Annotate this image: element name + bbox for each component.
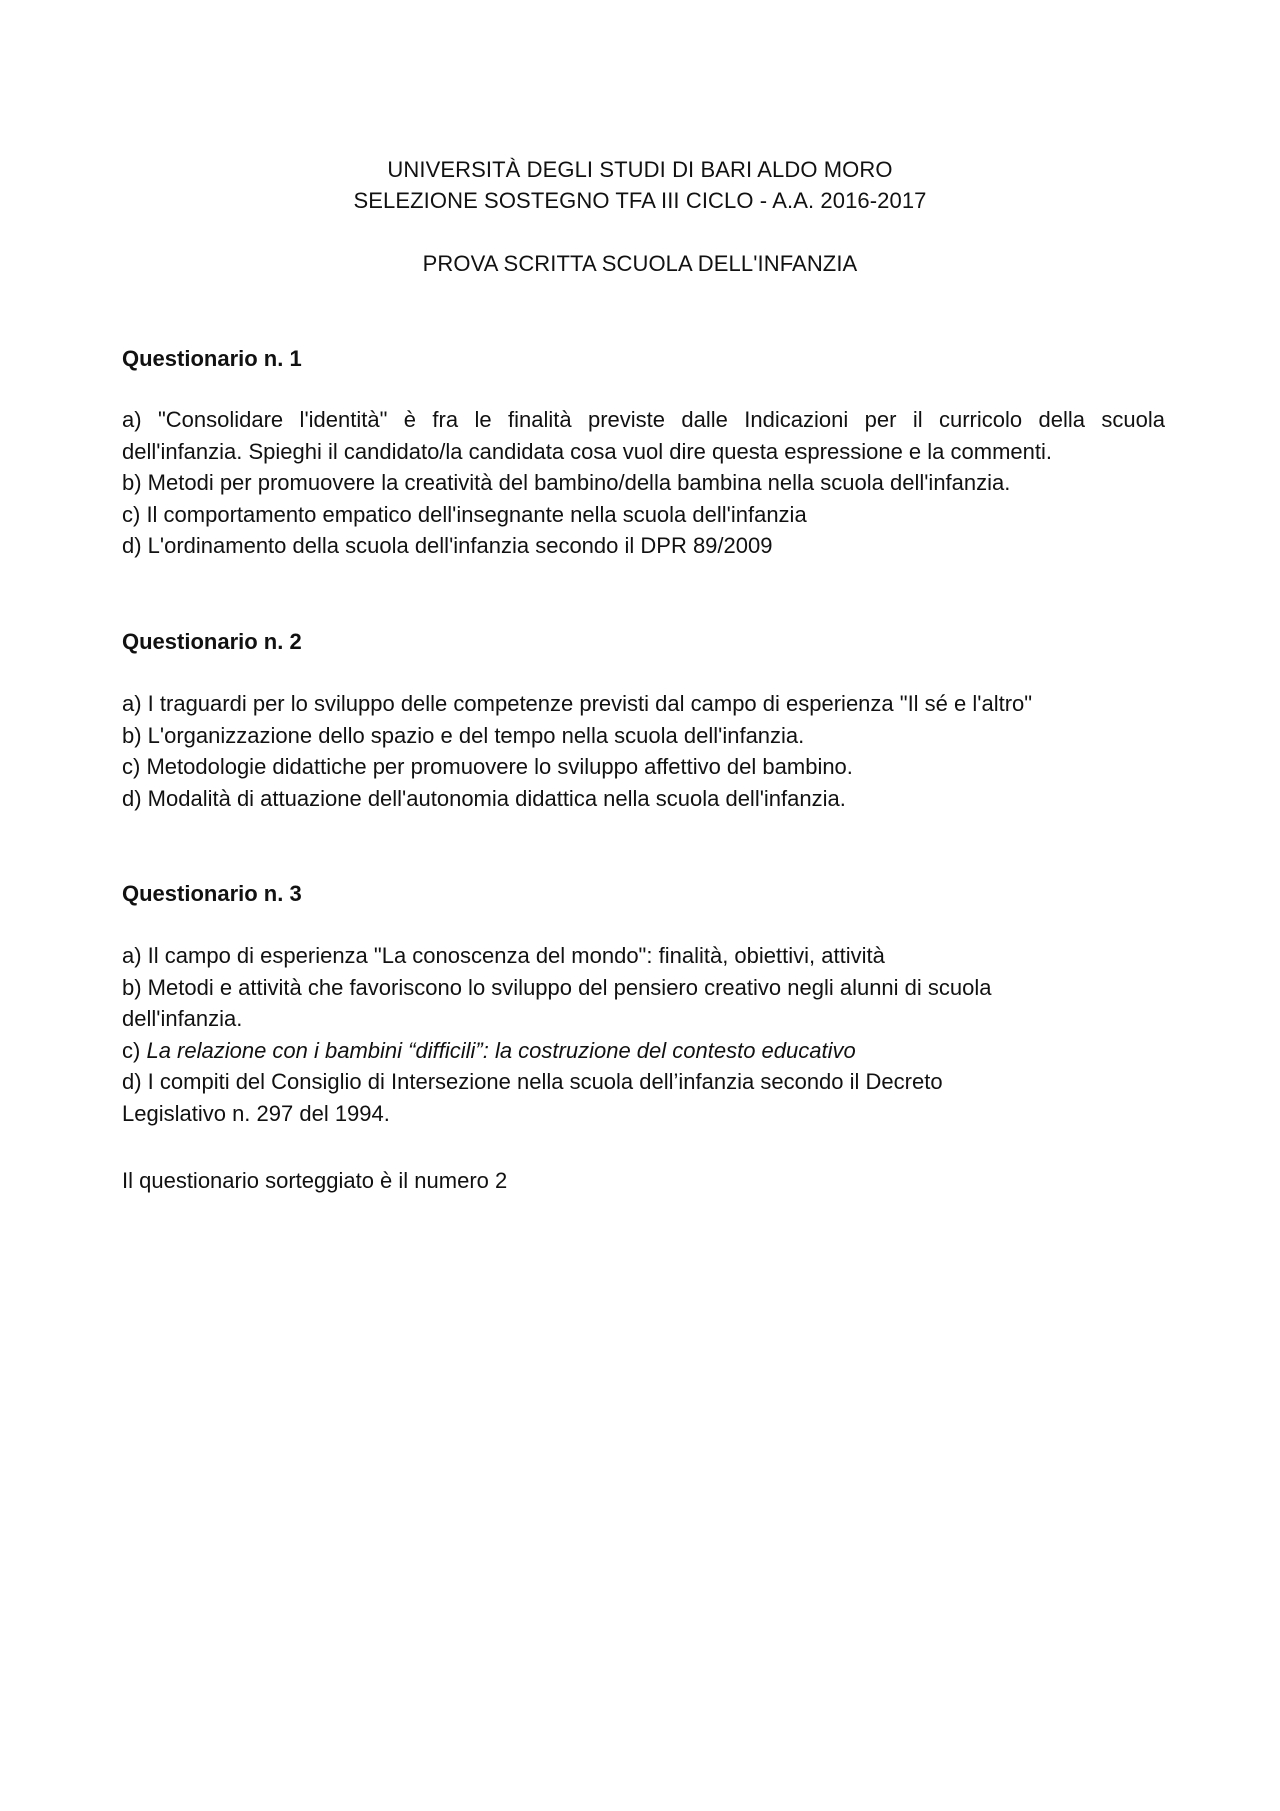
drawn-questionnaire-note	[122, 1165, 1165, 1197]
questionnaire-2-items	[122, 688, 1165, 814]
q2-item-c: c) Metodologie didattiche per promuovere lo sviluppo affettivo del bambino.	[122, 754, 853, 779]
q3-item-d-line2: Legislativo n. 297 del 1994.	[122, 1100, 390, 1126]
q1-item-b: b) Metodi per promuovere la creatività del bambino/della bambina nella scuola dell'infanzia.	[122, 470, 1011, 495]
document-header	[0, 154, 1280, 216]
q3-item-a: a) Il campo di esperienza "La conoscenza del mondo": finalità, obiettivi, attività	[122, 943, 885, 968]
selection-title: SELEZIONE SOSTEGNO TFA III CICLO - A.A. 2016-2017	[353, 188, 927, 213]
q1-item-a-line2: dell'infanzia. Spieghi il candidato/la candidata cosa vuol dire questa espressione e la commenti.	[122, 438, 1052, 464]
q3-item-c-italic: La relazione con i bambini “difficili”: la costruzione del contesto educativo	[146, 1037, 856, 1063]
questionnaire-1-items	[122, 404, 1165, 562]
q1-item-d: d) L'ordinamento della scuola dell'infanzia secondo il DPR 89/2009	[122, 533, 773, 558]
q1-item-c: c) Il comportamento empatico dell'insegnante nella scuola dell'infanzia	[122, 501, 807, 527]
drawn-questionnaire-text: Il questionario sorteggiato è il numero 2	[122, 1168, 508, 1193]
q2-item-b: b) L'organizzazione dello spazio e del tempo nella scuola dell'infanzia.	[122, 722, 805, 748]
questionnaire-3-items	[122, 940, 1165, 1129]
q3-item-c	[122, 1035, 1165, 1067]
q3-item-d-line1: d) I compiti del Consiglio di Intersezione nella scuola dell’infanzia secondo il Decreto	[122, 1069, 943, 1094]
questionnaire-3-title: Questionario n. 3	[122, 881, 302, 906]
q1-item-a-line1: a) "Consolidare l'identità" è fra le finalità previste dalle Indicazioni per il curricolo della scuola	[122, 407, 1165, 432]
q3-item-b-line1: b) Metodi e attività che favoriscono lo sviluppo del pensiero creativo negli alunni di scuola	[122, 974, 992, 1000]
q2-item-a: a) I traguardi per lo sviluppo delle competenze previsti dal campo di esperienza "Il sé e l'altro"	[122, 691, 1033, 716]
q3-item-b-line2: dell'infanzia.	[122, 1006, 243, 1031]
q2-item-d: d) Modalità di attuazione dell'autonomia didattica nella scuola dell'infanzia.	[122, 785, 846, 811]
questionnaire-1-title: Questionario n. 1	[122, 346, 302, 371]
university-name: UNIVERSITÀ DEGLI STUDI DI BARI ALDO MORO	[387, 157, 893, 182]
q3-item-c-prefix: c)	[122, 1037, 147, 1063]
exam-title	[0, 248, 1280, 279]
questionnaire-2-title: Questionario n. 2	[122, 629, 302, 654]
exam-title-text: PROVA SCRITTA SCUOLA DELL'INFANZIA	[422, 251, 858, 276]
